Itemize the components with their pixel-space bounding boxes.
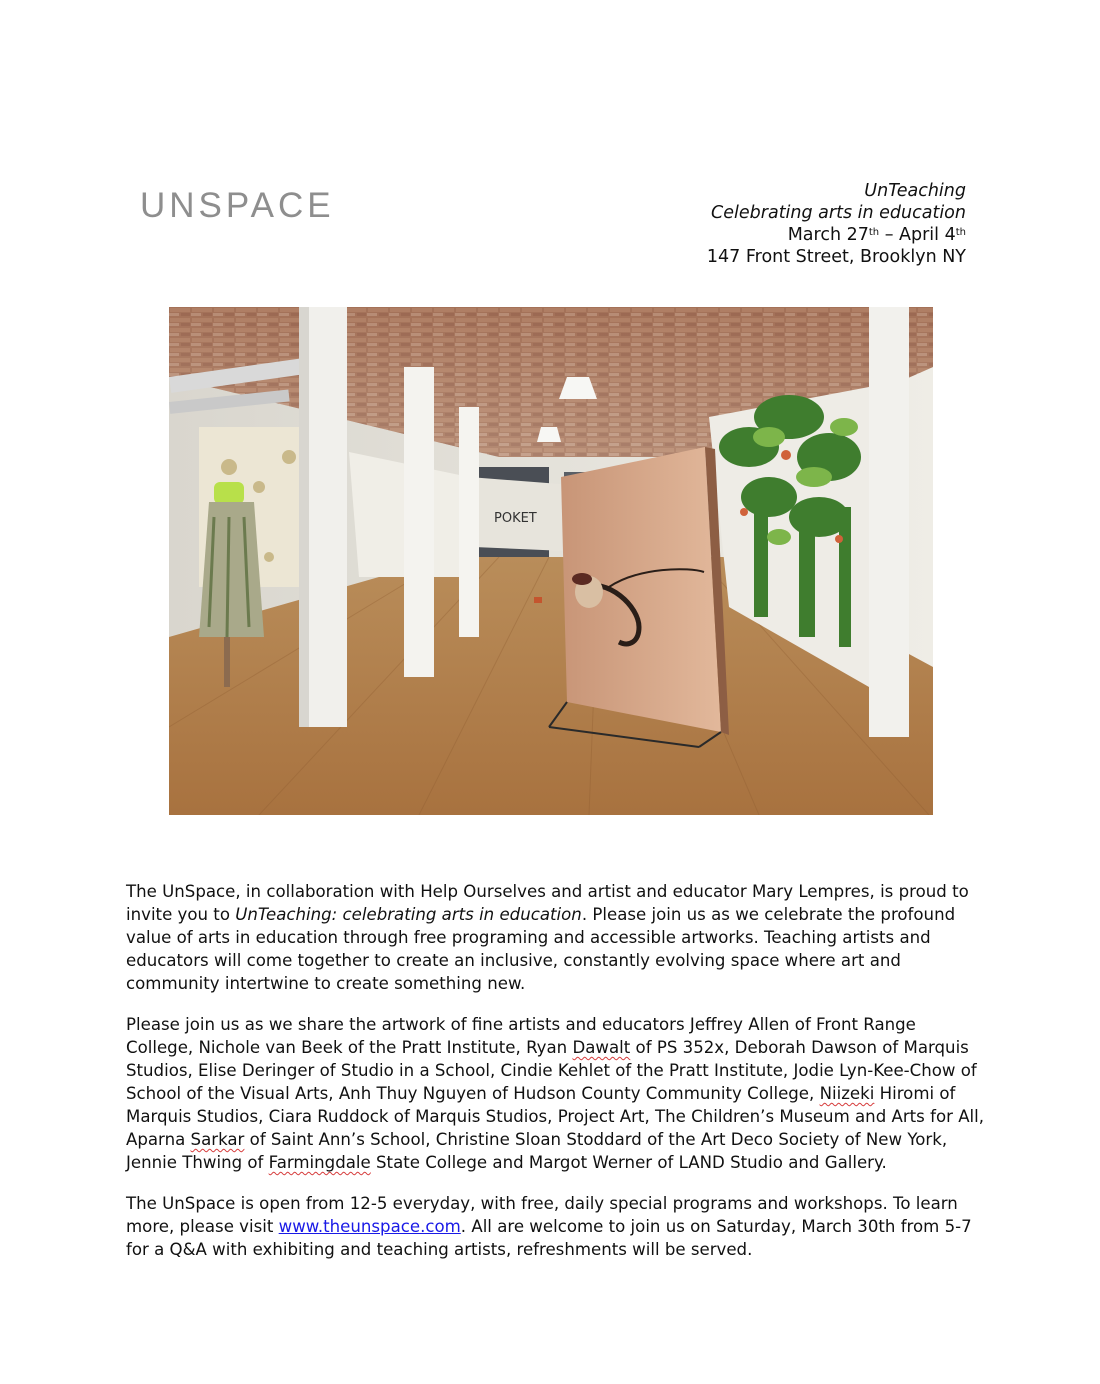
paragraph-intro xyxy=(126,880,986,995)
date-start-suffix: th xyxy=(868,227,880,238)
paragraph-hours xyxy=(126,1192,986,1261)
intro-emphasis: UnTeaching: celebrating arts in education xyxy=(235,905,582,924)
spellcheck-word: Sarkar xyxy=(190,1130,245,1149)
date-start: March 27 xyxy=(787,225,869,245)
event-subtitle: Celebrating arts in education xyxy=(711,203,966,223)
date-end: April 4 xyxy=(899,225,956,245)
date-end-suffix: th xyxy=(955,227,966,238)
event-header xyxy=(707,180,966,268)
date-separator: – xyxy=(879,225,900,245)
spellcheck-word: Dawalt xyxy=(572,1038,631,1057)
artists-text-c: Hiromi of Marquis Studios, Ciara Ruddock of Marquis Studios, Project Art, The Children’s Museum and Arts for All, Aparna xyxy=(126,1084,985,1149)
gallery-photo xyxy=(169,307,933,815)
artists-text-b: of PS 352x, Deborah Dawson of Marquis Studios, Elise Deringer of Studio in a School, Cindie Kehlet of the Pratt Institute, Jodie Lyn-Kee-Chow of School of the Visual Arts, Anh Thuy Nguyen of Hudson County Community College, xyxy=(126,1038,977,1103)
paragraph-artists xyxy=(126,1013,986,1174)
banner-text: POKET xyxy=(494,511,537,526)
hours-text-b: . All are welcome to join us on Saturday, March 30th from 5-7 for a Q&A with exhibiting and teaching artists, refreshments will be served. xyxy=(126,1217,972,1259)
artists-text-d: of Saint Ann’s School, Christine Sloan Stoddard of the Art Deco Society of New York, Jennie Thwing of xyxy=(126,1130,948,1172)
intro-text-b: . Please join us as we celebrate the profound value of arts in education through free programing and accessible artworks. Teaching artists and educators will come together to create an inclusive, constantly evolving space where art and community intertwine to create something new. xyxy=(126,905,956,993)
event-dates xyxy=(707,224,966,246)
artists-text-e: State College and Margot Werner of LAND Studio and Gallery. xyxy=(370,1153,887,1172)
announcement-body xyxy=(126,880,986,1279)
spellcheck-word: Farmingdale xyxy=(268,1153,371,1172)
website-link[interactable]: www.theunspace.com xyxy=(278,1217,461,1236)
hours-text-a: The UnSpace is open from 12-5 everyday, with free, daily special programs and workshops. To learn more, please visit xyxy=(126,1194,958,1236)
unspace-logo: UNSPACE xyxy=(140,186,335,225)
artists-text-a: Please join us as we share the artwork of fine artists and educators Jeffrey Allen of Front Range College, Nichole van Beek of the Pratt Institute, Ryan xyxy=(126,1015,916,1057)
event-address: 147 Front Street, Brooklyn NY xyxy=(706,247,966,267)
spellcheck-word: Niizeki xyxy=(819,1084,875,1103)
event-title: UnTeaching xyxy=(864,181,966,201)
intro-text-a: The UnSpace, in collaboration with Help Ourselves and artist and educator Mary Lempres, is proud to invite you to xyxy=(126,882,969,924)
